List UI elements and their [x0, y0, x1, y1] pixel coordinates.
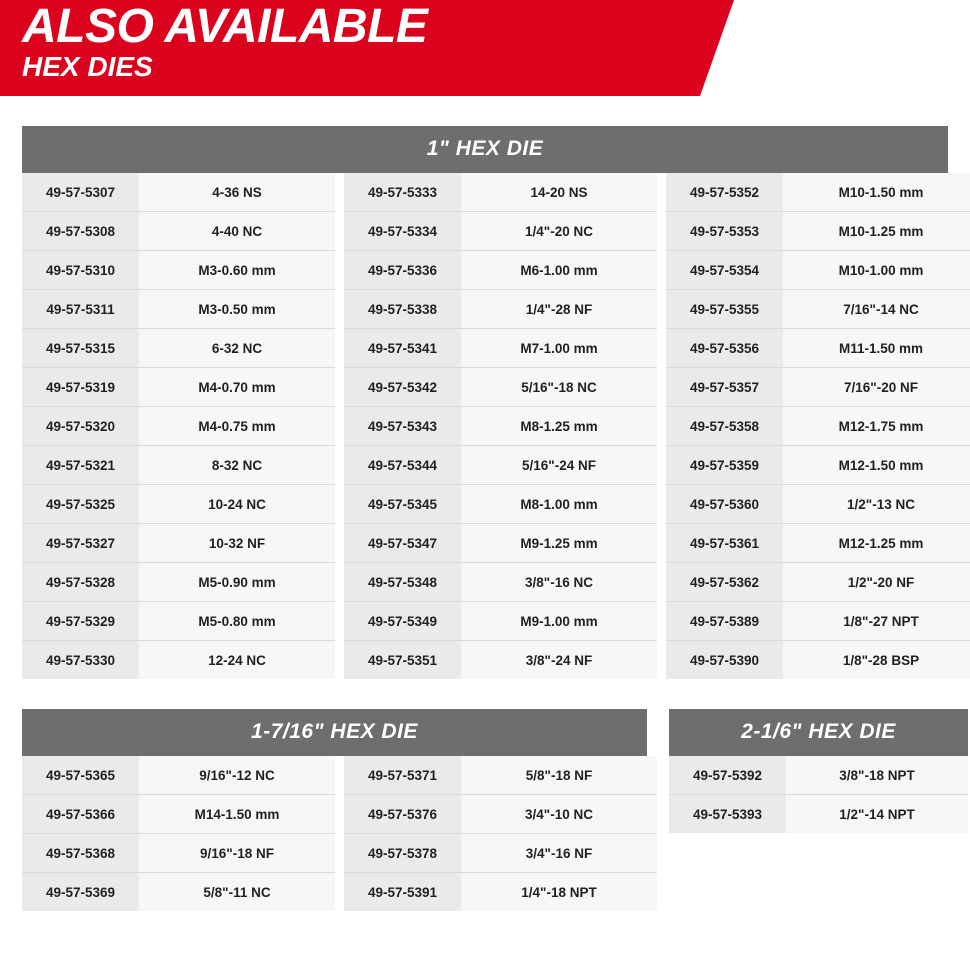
- cell-sku: 49-57-5333: [344, 173, 461, 212]
- cell-size: 5/8"-11 NC: [139, 873, 335, 912]
- table-row: [22, 834, 657, 873]
- cell-sku: 49-57-5356: [666, 329, 783, 368]
- table-row: [22, 563, 970, 602]
- cell-size: M8-1.00 mm: [461, 485, 657, 524]
- cell-sku: 49-57-5315: [22, 329, 139, 368]
- cell-sku: 49-57-5334: [344, 212, 461, 251]
- table-row: [22, 756, 657, 795]
- table-row: [669, 795, 968, 834]
- bottom-tables-row: [22, 709, 948, 911]
- cell-size: 4-40 NC: [139, 212, 335, 251]
- cell-size: 1/4"-28 NF: [461, 290, 657, 329]
- cell-size: M7-1.00 mm: [461, 329, 657, 368]
- column-gap: [657, 407, 666, 446]
- page-subtitle: HEX DIES: [22, 51, 153, 82]
- table-1716-body: [22, 756, 657, 911]
- column-gap: [335, 756, 344, 795]
- cell-sku: 49-57-5348: [344, 563, 461, 602]
- cell-size: 1/4"-20 NC: [461, 212, 657, 251]
- cell-sku: 49-57-5359: [666, 446, 783, 485]
- cell-size: M10-1.50 mm: [783, 173, 970, 212]
- cell-size: 5/8"-18 NF: [461, 756, 657, 795]
- cell-sku: 49-57-5307: [22, 173, 139, 212]
- cell-sku: 49-57-5344: [344, 446, 461, 485]
- cell-sku: 49-57-5336: [344, 251, 461, 290]
- table-row: [22, 446, 970, 485]
- column-gap: [335, 834, 344, 873]
- table-row: [22, 602, 970, 641]
- cell-sku: 49-57-5353: [666, 212, 783, 251]
- cell-sku: 49-57-5389: [666, 602, 783, 641]
- table-row: [22, 795, 657, 834]
- table-216: [669, 756, 968, 833]
- table-row: [22, 641, 970, 680]
- cell-sku: 49-57-5311: [22, 290, 139, 329]
- cell-size: M12-1.75 mm: [783, 407, 970, 446]
- page-title: ALSO AVAILABLE: [22, 0, 428, 53]
- column-gap: [335, 563, 344, 602]
- column-gap: [335, 212, 344, 251]
- cell-size: 1/4"-18 NPT: [461, 873, 657, 912]
- cell-size: M11-1.50 mm: [783, 329, 970, 368]
- cell-size: M10-1.25 mm: [783, 212, 970, 251]
- column-gap: [335, 173, 344, 212]
- cell-size: M8-1.25 mm: [461, 407, 657, 446]
- column-gap: [657, 290, 666, 329]
- cell-size: 1/2"-20 NF: [783, 563, 970, 602]
- column-gap: [335, 795, 344, 834]
- table-row: [22, 873, 657, 912]
- cell-sku: 49-57-5362: [666, 563, 783, 602]
- table-row: [22, 407, 970, 446]
- cell-sku: 49-57-5320: [22, 407, 139, 446]
- cell-sku: 49-57-5366: [22, 795, 139, 834]
- table-row: [22, 368, 970, 407]
- cell-sku: 49-57-5341: [344, 329, 461, 368]
- cell-sku: 49-57-5342: [344, 368, 461, 407]
- cell-sku: 49-57-5376: [344, 795, 461, 834]
- column-gap: [335, 641, 344, 680]
- column-gap: [335, 873, 344, 912]
- cell-size: 3/8"-24 NF: [461, 641, 657, 680]
- cell-sku: 49-57-5369: [22, 873, 139, 912]
- cell-size: M9-1.25 mm: [461, 524, 657, 563]
- cell-size: 3/8"-16 NC: [461, 563, 657, 602]
- table-title-1716: 1-7/16" HEX DIE: [22, 709, 647, 756]
- content-sheet: [0, 126, 970, 911]
- table-row: [22, 212, 970, 251]
- cell-sku: 49-57-5325: [22, 485, 139, 524]
- cell-sku: 49-57-5390: [666, 641, 783, 680]
- column-gap: [657, 329, 666, 368]
- cell-size: 3/4"-16 NF: [461, 834, 657, 873]
- cell-sku: 49-57-5391: [344, 873, 461, 912]
- cell-size: M10-1.00 mm: [783, 251, 970, 290]
- cell-size: 1/2"-14 NPT: [786, 795, 968, 834]
- cell-sku: 49-57-5365: [22, 756, 139, 795]
- cell-size: 12-24 NC: [139, 641, 335, 680]
- cell-sku: 49-57-5351: [344, 641, 461, 680]
- table-row: [22, 173, 970, 212]
- column-gap: [657, 524, 666, 563]
- table-block-1in: [22, 126, 948, 679]
- column-gap: [335, 524, 344, 563]
- table-1in: [22, 173, 970, 679]
- cell-size: M5-0.90 mm: [139, 563, 335, 602]
- cell-size: M12-1.50 mm: [783, 446, 970, 485]
- cell-size: 4-36 NS: [139, 173, 335, 212]
- column-gap: [335, 446, 344, 485]
- column-gap: [657, 368, 666, 407]
- column-gap: [657, 641, 666, 680]
- cell-sku: 49-57-5371: [344, 756, 461, 795]
- table-block-216: [669, 709, 968, 833]
- table-title-1in: 1" HEX DIE: [22, 126, 948, 173]
- cell-size: 9/16"-12 NC: [139, 756, 335, 795]
- cell-sku: 49-57-5321: [22, 446, 139, 485]
- column-gap: [335, 329, 344, 368]
- column-gap: [335, 251, 344, 290]
- cell-size: 9/16"-18 NF: [139, 834, 335, 873]
- cell-size: M4-0.75 mm: [139, 407, 335, 446]
- column-gap: [335, 290, 344, 329]
- cell-size: 5/16"-24 NF: [461, 446, 657, 485]
- column-gap: [657, 173, 666, 212]
- cell-sku: 49-57-5319: [22, 368, 139, 407]
- cell-size: 3/8"-18 NPT: [786, 756, 968, 795]
- column-gap: [335, 407, 344, 446]
- cell-size: 3/4"-10 NC: [461, 795, 657, 834]
- cell-size: M5-0.80 mm: [139, 602, 335, 641]
- column-gap: [335, 368, 344, 407]
- column-gap: [657, 251, 666, 290]
- cell-size: M12-1.25 mm: [783, 524, 970, 563]
- cell-size: M14-1.50 mm: [139, 795, 335, 834]
- cell-size: 10-24 NC: [139, 485, 335, 524]
- column-gap: [657, 446, 666, 485]
- table-216-body: [669, 756, 968, 833]
- cell-size: 1/8"-27 NPT: [783, 602, 970, 641]
- cell-sku: 49-57-5329: [22, 602, 139, 641]
- column-gap: [657, 485, 666, 524]
- cell-size: 8-32 NC: [139, 446, 335, 485]
- cell-sku: 49-57-5349: [344, 602, 461, 641]
- cell-sku: 49-57-5360: [666, 485, 783, 524]
- column-gap: [657, 212, 666, 251]
- cell-sku: 49-57-5330: [22, 641, 139, 680]
- cell-size: 7/16"-14 NC: [783, 290, 970, 329]
- column-gap: [335, 602, 344, 641]
- cell-size: M3-0.50 mm: [139, 290, 335, 329]
- cell-sku: 49-57-5352: [666, 173, 783, 212]
- table-row: [22, 290, 970, 329]
- cell-sku: 49-57-5354: [666, 251, 783, 290]
- cell-size: M3-0.60 mm: [139, 251, 335, 290]
- cell-size: 10-32 NF: [139, 524, 335, 563]
- cell-size: M6-1.00 mm: [461, 251, 657, 290]
- table-block-1716: [22, 709, 647, 911]
- cell-sku: 49-57-5368: [22, 834, 139, 873]
- cell-sku: 49-57-5338: [344, 290, 461, 329]
- cell-sku: 49-57-5358: [666, 407, 783, 446]
- cell-sku: 49-57-5378: [344, 834, 461, 873]
- cell-size: 14-20 NS: [461, 173, 657, 212]
- column-gap: [335, 485, 344, 524]
- cell-sku: 49-57-5327: [22, 524, 139, 563]
- cell-sku: 49-57-5392: [669, 756, 786, 795]
- table-row: [22, 485, 970, 524]
- cell-sku: 49-57-5357: [666, 368, 783, 407]
- table-1in-body: [22, 173, 970, 679]
- cell-sku: 49-57-5308: [22, 212, 139, 251]
- cell-sku: 49-57-5345: [344, 485, 461, 524]
- banner-angled-cut: [700, 0, 970, 96]
- cell-sku: 49-57-5310: [22, 251, 139, 290]
- cell-sku: 49-57-5347: [344, 524, 461, 563]
- cell-sku: 49-57-5361: [666, 524, 783, 563]
- table-1716: [22, 756, 657, 911]
- cell-size: 5/16"-18 NC: [461, 368, 657, 407]
- cell-sku: 49-57-5393: [669, 795, 786, 834]
- cell-size: 7/16"-20 NF: [783, 368, 970, 407]
- table-title-216: 2-1/6" HEX DIE: [669, 709, 968, 756]
- table-row: [22, 251, 970, 290]
- cell-size: M9-1.00 mm: [461, 602, 657, 641]
- column-gap: [657, 602, 666, 641]
- cell-size: 6-32 NC: [139, 329, 335, 368]
- cell-sku: 49-57-5343: [344, 407, 461, 446]
- page-header-banner: [0, 0, 970, 96]
- table-row: [22, 524, 970, 563]
- cell-size: M4-0.70 mm: [139, 368, 335, 407]
- cell-size: 1/2"-13 NC: [783, 485, 970, 524]
- table-row: [22, 329, 970, 368]
- cell-sku: 49-57-5355: [666, 290, 783, 329]
- cell-size: 1/8"-28 BSP: [783, 641, 970, 680]
- cell-sku: 49-57-5328: [22, 563, 139, 602]
- table-row: [669, 756, 968, 795]
- column-gap: [657, 563, 666, 602]
